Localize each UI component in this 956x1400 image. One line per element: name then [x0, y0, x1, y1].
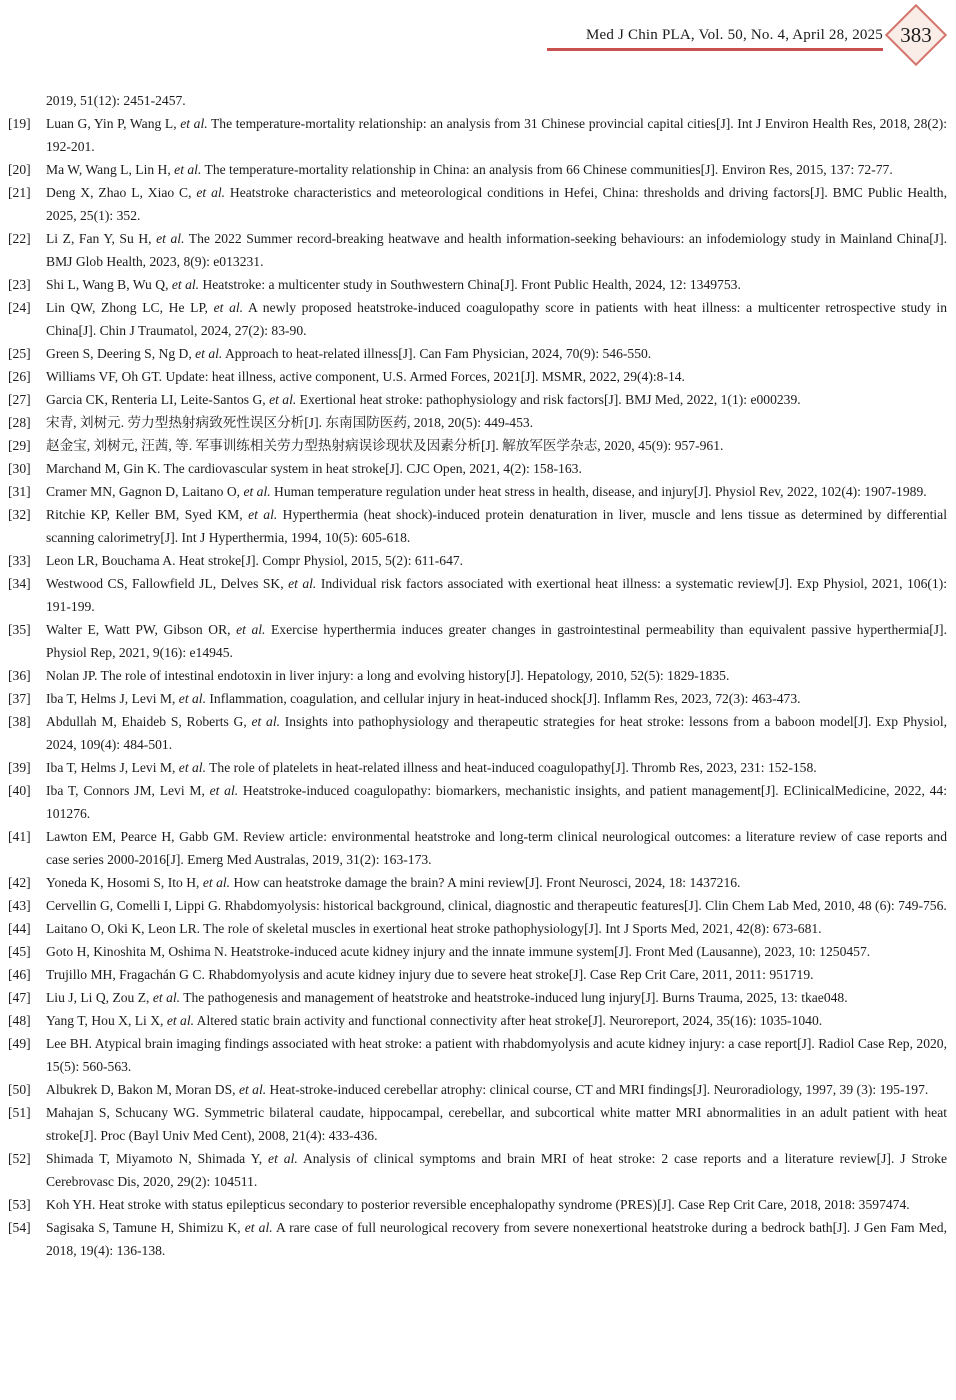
reference-item — [8, 1101, 947, 1147]
reference-text: Lawton EM, Pearce H, Gabb GM. Review article: environmental heatstroke and long-term clinical neurological outcomes: a literature review of case reports and case series 2000-2016[J]. Emerg Med Australas, 2019, 31(2): 163-173. — [46, 829, 947, 867]
reference-item — [8, 779, 947, 825]
reference-number: [29] — [8, 438, 31, 453]
reference-text: Yang T, Hou X, Li X, et al. Altered static brain activity and functional connectivity after heat stroke[J]. Neuroreport, 2024, 35(16): 1035-1040. — [46, 1013, 823, 1028]
page-number: 383 — [900, 22, 932, 47]
reference-item — [8, 1032, 947, 1078]
reference-text: Li Z, Fan Y, Su H, et al. The 2022 Summer record-breaking heatwave and health information-seeking behaviours: an infodemiology study in Mainland China[J]. BMJ Glob Health, 2023, 8(9): e013231. — [46, 231, 947, 269]
reference-number: [20] — [8, 162, 31, 177]
reference-number: [23] — [8, 277, 31, 292]
reference-item — [8, 1147, 947, 1193]
reference-item — [8, 227, 947, 273]
reference-text: Cramer MN, Gagnon D, Laitano O, et al. Human temperature regulation under heat stress in health, disease, and injury[J]. Physiol Rev, 2022, 102(4): 1907-1989. — [46, 484, 927, 499]
reference-text: Albukrek D, Bakon M, Moran DS, et al. Heat-stroke-induced cerebellar atrophy: clinical course, CT and MRI findings[J]. Neuroradiology, 1997, 39 (3): 195-197. — [46, 1082, 929, 1097]
reference-number: [21] — [8, 185, 31, 200]
reference-list — [8, 89, 947, 1262]
reference-number: [34] — [8, 576, 31, 591]
reference-item — [8, 664, 947, 687]
reference-item — [8, 365, 947, 388]
reference-number: [19] — [8, 116, 31, 131]
reference-text: Nolan JP. The role of intestinal endotoxin in liver injury: a long and evolving history[J]. Hepatology, 2010, 52(5): 1829-1835. — [46, 668, 730, 683]
reference-text: Cervellin G, Comelli I, Lippi G. Rhabdomyolysis: historical background, clinical, diagnostic and therapeutic features[J]. Clin Chem Lab Med, 2010, 48 (6): 749-756. — [46, 898, 947, 913]
reference-item — [8, 940, 947, 963]
reference-number: [48] — [8, 1013, 31, 1028]
reference-text: Trujillo MH, Fragachán G C. Rhabdomyolysis and acute kidney injury due to severe heat stroke[J]. Case Rep Crit Care, 2011, 2011: 951719. — [46, 967, 814, 982]
reference-number: [40] — [8, 783, 31, 798]
reference-number: [32] — [8, 507, 31, 522]
reference-number: [44] — [8, 921, 31, 936]
reference-text: Ritchie KP, Keller BM, Syed KM, et al. Hyperthermia (heat shock)-induced protein denaturation in liver, muscle and lens tissue as determined by differential scanning calorimetry[J]. Int J Hyperthermia, 1994, 10(5): 605-618. — [46, 507, 947, 545]
reference-number: [26] — [8, 369, 31, 384]
reference-text: 宋青, 刘树元. 劳力型热射病致死性误区分析[J]. 东南国防医药, 2018, 20(5): 449-453. — [46, 415, 534, 430]
reference-number: [37] — [8, 691, 31, 706]
reference-text: Liu J, Li Q, Zou Z, et al. The pathogenesis and management of heatstroke and heatstroke-induced lung injury[J]. Burns Trauma, 2025, 13: tkae048. — [46, 990, 848, 1005]
reference-number: [53] — [8, 1197, 31, 1212]
reference-text: Williams VF, Oh GT. Update: heat illness, active component, U.S. Armed Forces, 2021[J]. MSMR, 2022, 29(4):8-14. — [46, 369, 685, 384]
reference-number: [45] — [8, 944, 31, 959]
reference-item — [8, 434, 947, 457]
reference-text: Lin QW, Zhong LC, He LP, et al. A newly proposed heatstroke-induced coagulopathy score in patients with heat illness: a multicenter retrospective study in China[J]. Chin J Traumatol, 2024, 27(2): 83-90. — [46, 300, 947, 338]
reference-text: Koh YH. Heat stroke with status epilepticus secondary to posterior reversible encephalopathy syndrome (PRES)[J]. Case Rep Crit Care, 2018, 2018: 3597474. — [46, 1197, 910, 1212]
reference-number: [22] — [8, 231, 31, 246]
reference-text: Goto H, Kinoshita M, Oshima N. Heatstroke-induced acute kidney injury and the innate immune system[J]. Front Med (Lausanne), 2023, 10: 1250457. — [46, 944, 871, 959]
reference-number: [42] — [8, 875, 31, 890]
reference-text: Abdullah M, Ehaideb S, Roberts G, et al. Insights into pathophysiology and therapeutic strategies for heat stroke: lessons from a baboon model[J]. Exp Physiol, 2024, 109(4): 484-501. — [46, 714, 948, 752]
reference-number: [30] — [8, 461, 31, 476]
reference-item — [8, 549, 947, 572]
reference-text: Deng X, Zhao L, Xiao C, et al. Heatstroke characteristics and meteorological conditions in Hefei, China: thresholds and driving factors[J]. BMC Public Health, 2025, 25(1): 352. — [46, 185, 947, 223]
reference-text: Mahajan S, Schucany WG. Symmetric bilateral caudate, hippocampal, cerebellar, and subcortical white matter MRI abnormalities in an adult patient with heat stroke[J]. Proc (Bayl Univ Med Cent), 2008, 21(4): 433-436. — [46, 1105, 947, 1143]
header-rule — [547, 48, 883, 51]
reference-text: 赵金宝, 刘树元, 汪茜, 等. 军事训练相关劳力型热射病误诊现状及因素分析[J]. 解放军医学杂志, 2020, 45(9): 957-961. — [46, 438, 724, 453]
reference-item — [8, 756, 947, 779]
reference-number: [52] — [8, 1151, 31, 1166]
reference-text: Yoneda K, Hosomi S, Ito H, et al. How can heatstroke damage the brain? A mini review[J]. Front Neurosci, 2024, 18: 1437216. — [46, 875, 741, 890]
reference-item — [8, 687, 947, 710]
reference-text: Lee BH. Atypical brain imaging findings associated with heat stroke: a patient with rhabdomyolysis and acute kidney injury: a case report[J]. Radiol Case Rep, 2020, 15(5): 560-563. — [46, 1036, 947, 1074]
reference-item — [8, 894, 947, 917]
reference-text: Iba T, Helms J, Levi M, et al. Inflammation, coagulation, and cellular injury in heat-induced shock[J]. Inflamm Res, 2023, 72(3): 463-473. — [46, 691, 801, 706]
reference-number: [27] — [8, 392, 31, 407]
reference-item — [8, 457, 947, 480]
reference-text: Leon LR, Bouchama A. Heat stroke[J]. Compr Physiol, 2015, 5(2): 611-647. — [46, 553, 464, 568]
reference-text: Shi L, Wang B, Wu Q, et al. Heatstroke: a multicenter study in Southwestern China[J]. Front Public Health, 2024, 12: 1349753. — [46, 277, 741, 292]
reference-text: Iba T, Helms J, Levi M, et al. The role of platelets in heat-related illness and heat-induced coagulopathy[J]. Thromb Res, 2023, 231: 152-158. — [46, 760, 817, 775]
reference-item — [8, 1193, 947, 1216]
reference-item — [8, 1078, 947, 1101]
reference-text: Sagisaka S, Tamune H, Shimizu K, et al. A rare case of full neurological recovery from severe nonexertional heatstroke during a bedrock bath[J]. J Gen Fam Med, 2018, 19(4): 136-138. — [46, 1220, 947, 1258]
reference-number: [25] — [8, 346, 31, 361]
reference-text: Marchand M, Gin K. The cardiovascular system in heat stroke[J]. CJC Open, 2021, 4(2): 158-163. — [46, 461, 582, 476]
reference-item — [8, 273, 947, 296]
reference-number: [46] — [8, 967, 31, 982]
reference-number: [47] — [8, 990, 31, 1005]
reference-text: Laitano O, Oki K, Leon LR. The role of skeletal muscles in exertional heat stroke pathophysiology[J]. Int J Sports Med, 2021, 42(8): 673-681. — [46, 921, 822, 936]
page-number-badge — [885, 4, 947, 66]
reference-item — [8, 112, 947, 158]
reference-text: Ma W, Wang L, Lin H, et al. The temperature-mortality relationship in China: an analysis from 66 Chinese communities[J]. Environ Res, 2015, 137: 72-77. — [46, 162, 893, 177]
reference-number: [43] — [8, 898, 31, 913]
reference-item — [8, 388, 947, 411]
reference-text: Walter E, Watt PW, Gibson OR, et al. Exercise hyperthermia induces greater changes in gastrointestinal permeability than equivalent passive hyperthermia[J]. Physiol Rep, 2021, 9(16): e14945. — [46, 622, 947, 660]
reference-item — [8, 503, 947, 549]
reference-number: [50] — [8, 1082, 31, 1097]
reference-number: [28] — [8, 415, 31, 430]
reference-item — [8, 871, 947, 894]
reference-item — [8, 181, 947, 227]
reference-number: [51] — [8, 1105, 31, 1120]
reference-item — [8, 986, 947, 1009]
reference-text: Garcia CK, Renteria LI, Leite-Santos G, et al. Exertional heat stroke: pathophysiology and risk factors[J]. BMJ Med, 2022, 1(1): e000239. — [46, 392, 801, 407]
reference-item — [8, 710, 947, 756]
reference-text: Westwood CS, Fallowfield JL, Delves SK, et al. Individual risk factors associated with exertional heat illness: a systematic review[J]. Exp Physiol, 2021, 106(1): 191-199. — [46, 576, 947, 614]
reference-item — [8, 1009, 947, 1032]
reference-text: Shimada T, Miyamoto N, Shimada Y, et al. Analysis of clinical symptoms and brain MRI of heat stroke: 2 case reports and a literature review[J]. J Stroke Cerebrovasc Dis, 2020, 29(2): 104511. — [46, 1151, 947, 1189]
reference-item — [8, 1216, 947, 1262]
reference-item — [8, 572, 947, 618]
reference-number: [24] — [8, 300, 31, 315]
reference-item — [8, 917, 947, 940]
reference-text: Iba T, Connors JM, Levi M, et al. Heatstroke-induced coagulopathy: biomarkers, mechanistic insights, and patient management[J]. EClinicalMedicine, 2022, 44: 101276. — [46, 783, 947, 821]
reference-number: [31] — [8, 484, 31, 499]
reference-number: [35] — [8, 622, 31, 637]
reference-item — [8, 618, 947, 664]
reference-number: [49] — [8, 1036, 31, 1051]
reference-item — [8, 342, 947, 365]
reference-text: Green S, Deering S, Ng D, et al. Approach to heat-related illness[J]. Can Fam Physician, 2024, 70(9): 546-550. — [46, 346, 652, 361]
journal-header-text: Med J Chin PLA, Vol. 50, No. 4, April 28, 2025 — [585, 27, 883, 43]
reference-item — [8, 480, 947, 503]
reference-continuation-line: 2019, 51(12): 2451-2457. — [46, 93, 186, 108]
reference-number: [41] — [8, 829, 31, 844]
reference-number: [38] — [8, 714, 31, 729]
reference-item — [8, 825, 947, 871]
reference-text: Luan G, Yin P, Wang L, et al. The temperature-mortality relationship: an analysis from 31 Chinese provincial capital cities[J]. Int J Environ Health Res, 2018, 28(2): 192-201. — [46, 116, 947, 154]
reference-item — [8, 158, 947, 181]
reference-item — [8, 296, 947, 342]
reference-number: [36] — [8, 668, 31, 683]
reference-number: [33] — [8, 553, 31, 568]
reference-number: [39] — [8, 760, 31, 775]
reference-item — [8, 963, 947, 986]
reference-number: [54] — [8, 1220, 31, 1235]
reference-item — [8, 411, 947, 434]
